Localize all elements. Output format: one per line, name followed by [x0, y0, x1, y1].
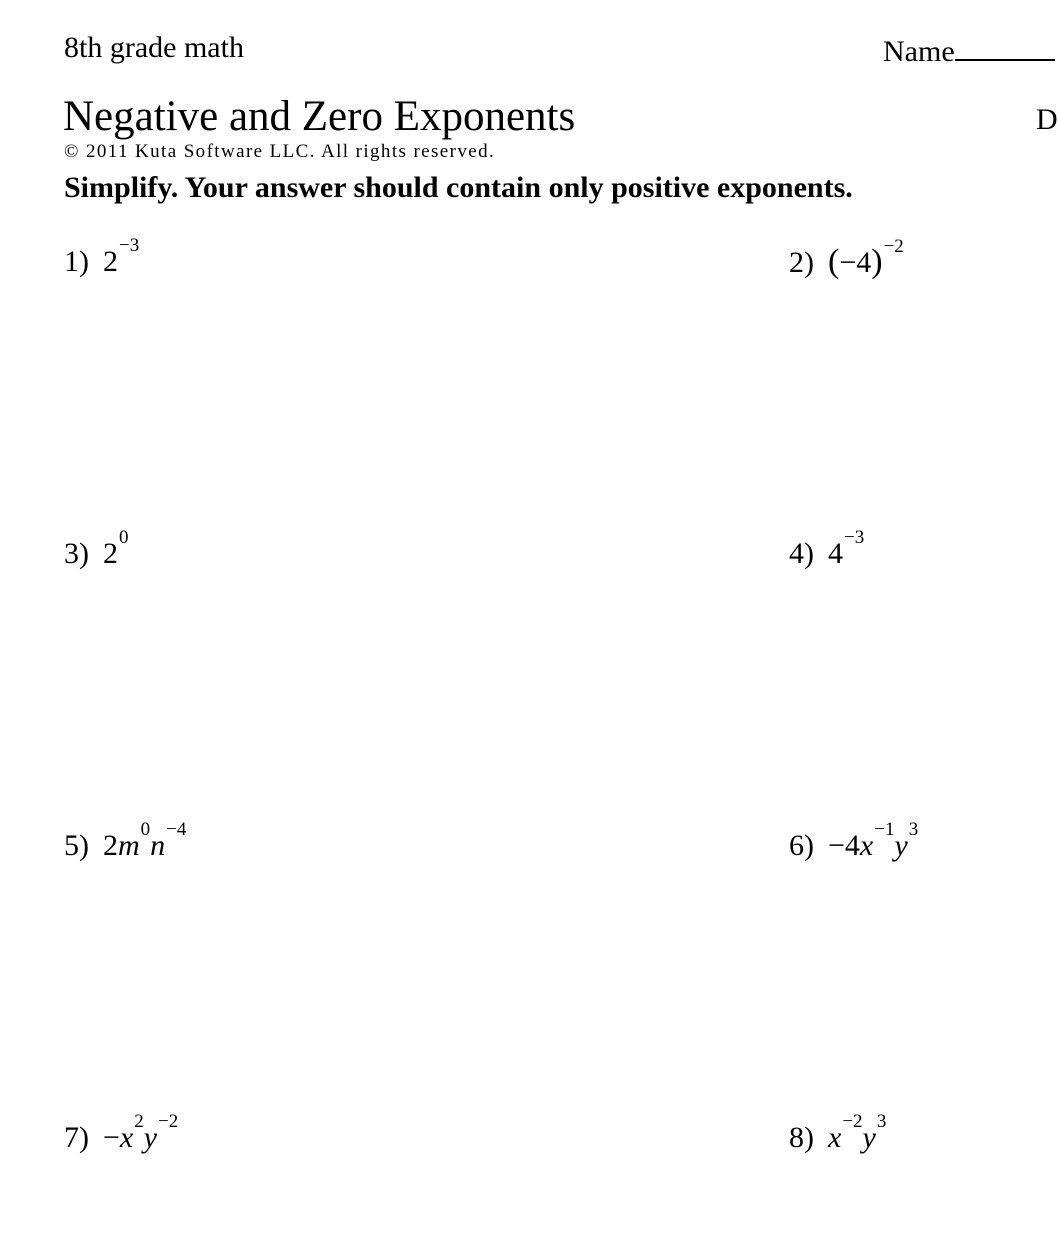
base: 2	[103, 245, 118, 278]
exponent: −2	[842, 1111, 863, 1132]
problem-1	[64, 235, 140, 284]
problem-expression	[828, 527, 865, 576]
copyright-notice: © 2011 Kuta Software LLC. All rights reserved.	[64, 141, 496, 162]
problem-expression	[828, 1111, 887, 1160]
problem-expression	[103, 235, 140, 284]
course-label: 8th grade math	[64, 31, 244, 64]
name-label: Name	[883, 35, 955, 68]
problem-5	[64, 819, 187, 868]
problem-4	[789, 527, 865, 576]
problem-number: 8)	[789, 1121, 814, 1154]
worksheet-title: Negative and Zero Exponents	[63, 93, 576, 140]
exponent: −3	[844, 527, 865, 548]
exponent: 3	[908, 819, 919, 840]
exponent: 0	[140, 819, 151, 840]
name-field[interactable]	[883, 30, 1055, 70]
coefficient: −4	[828, 829, 860, 862]
close-paren: )	[871, 243, 883, 280]
problem-7	[64, 1111, 179, 1160]
problem-number: 3)	[64, 537, 89, 570]
coefficient: −	[103, 1121, 120, 1154]
exponent: −2	[158, 1111, 179, 1132]
variable: y	[894, 829, 908, 862]
instructions: Simplify. Your answer should contain only positive exponents.	[64, 171, 853, 204]
exponent: 3	[876, 1111, 887, 1132]
problem-8	[789, 1111, 887, 1160]
variable: y	[143, 1121, 158, 1154]
problem-2	[789, 236, 904, 285]
problem-number: 2)	[789, 246, 814, 279]
problem-expression	[828, 819, 919, 868]
exponent: −2	[883, 236, 904, 257]
problem-number: 1)	[64, 245, 89, 278]
variable: x	[859, 829, 874, 862]
problem-expression	[103, 819, 187, 868]
date-label-partial: D	[1036, 103, 1058, 136]
problem-number: 4)	[789, 537, 814, 570]
coefficient: 2	[103, 829, 118, 862]
open-paren: (	[828, 243, 840, 280]
base: 4	[828, 537, 843, 570]
problem-expression	[103, 1111, 179, 1160]
problem-6	[789, 819, 919, 868]
base: −4	[839, 246, 872, 279]
problem-3	[64, 527, 129, 576]
variable: m	[118, 829, 140, 862]
base: 2	[103, 537, 118, 570]
exponent: −1	[874, 819, 895, 840]
variable: x	[119, 1121, 134, 1154]
variable: x	[828, 1121, 842, 1154]
exponent: −4	[166, 819, 187, 840]
exponent: −3	[119, 235, 140, 256]
variable: y	[862, 1121, 876, 1154]
problem-number: 6)	[789, 829, 814, 862]
exponent: 0	[119, 527, 129, 548]
problem-expression	[103, 527, 129, 576]
problem-number: 7)	[64, 1121, 89, 1154]
problem-number: 5)	[64, 829, 89, 862]
variable: n	[150, 829, 166, 862]
exponent: 2	[134, 1111, 144, 1132]
problem-expression	[828, 236, 904, 285]
name-blank-line[interactable]	[955, 30, 1055, 61]
